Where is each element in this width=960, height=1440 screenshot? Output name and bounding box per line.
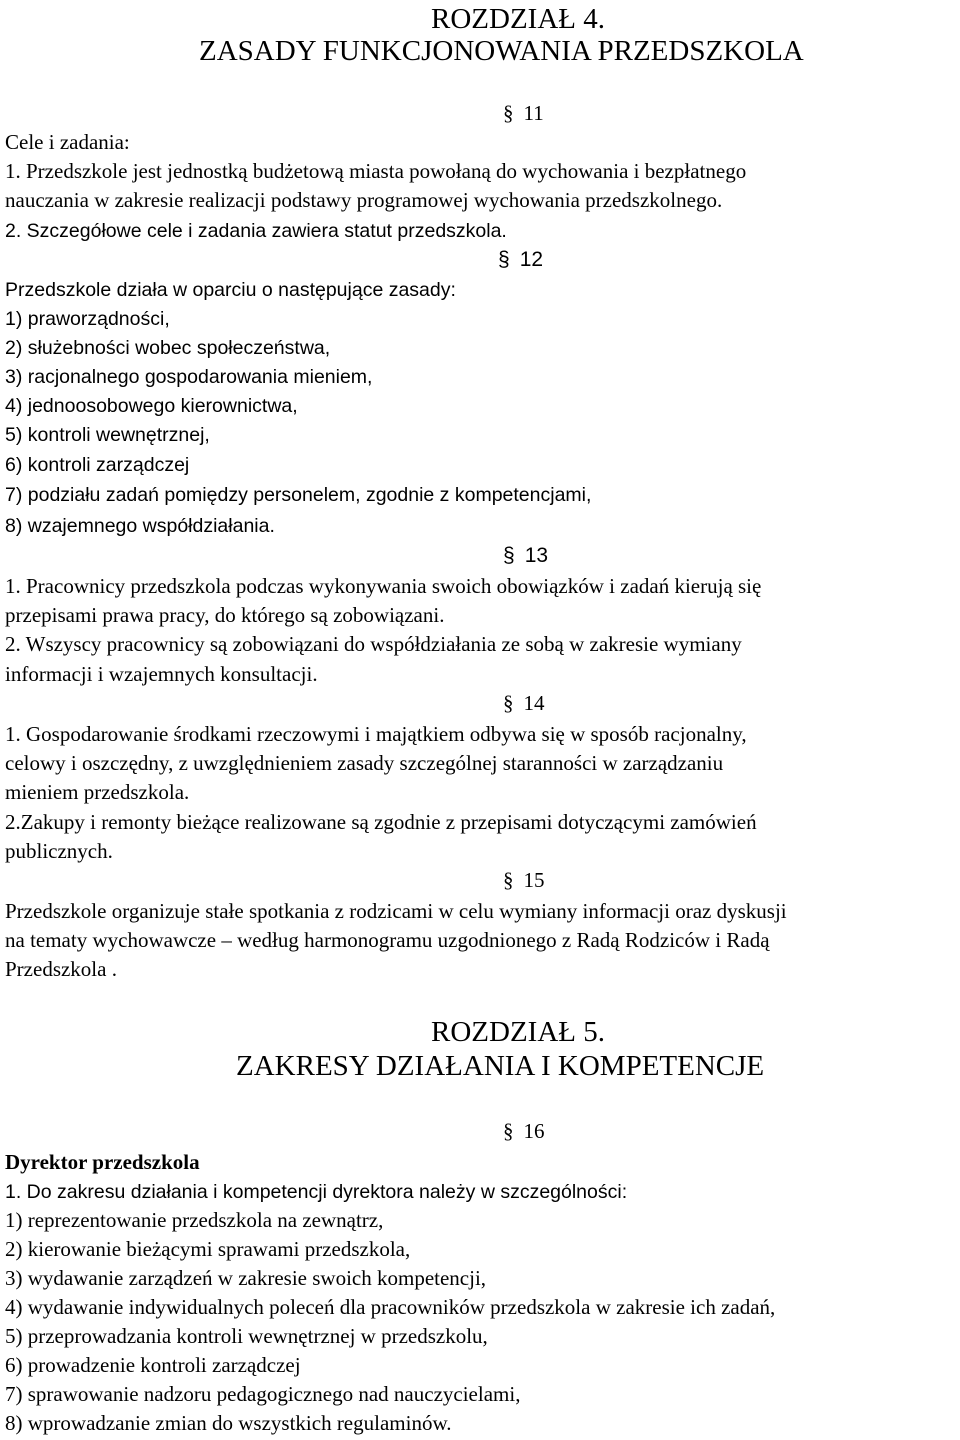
section-16-line: 6) prowadzenie kontroli zarządczej [5, 1353, 301, 1377]
section-14-line: 1. Gospodarowanie środkami rzeczowymi i majątkiem odbywa się w sposób racjonalny, [5, 722, 747, 746]
section-14-line: 2.Zakupy i remonty bieżące realizowane są zgodnie z przepisami dotyczącymi zamówień [5, 810, 757, 834]
chapter-5-title: ZAKRESY DZIAŁANIA I KOMPETENCJE [236, 1050, 765, 1082]
chapter-4-title: ZASADY FUNKCJONOWANIA PRZEDSZKOLA [199, 35, 804, 67]
section-13-line: 2. Wszyscy pracownicy są zobowiązani do współdziałania ze sobą w zakresie wymiany [5, 632, 742, 656]
chapter-5-heading: ROZDZIAŁ 5. [431, 1016, 605, 1048]
section-11-line: nauczania w zakresie realizacji podstawy programowej wychowania przedszkolnego. [5, 188, 723, 212]
section-12-line: 4) jednoosobowego kierownictwa, [5, 395, 298, 417]
section-16-line: 4) wydawanie indywidualnych poleceń dla pracowników przedszkola w zakresie ich zadań, [5, 1295, 776, 1319]
section-sign: § [503, 544, 515, 567]
section-13-heading [503, 541, 548, 570]
section-13-line: przepisami prawa pracy, do którego są zobowiązani. [5, 603, 445, 627]
section-14-number: 14 [523, 691, 545, 715]
chapter-4-heading: ROZDZIAŁ 4. [431, 3, 605, 35]
section-16-line: 2) kierowanie bieżącymi sprawami przedszkola, [5, 1237, 411, 1261]
section-15-line: Przedszkole organizuje stałe spotkania z rodzicami w celu wymiany informacji oraz dyskusji [5, 899, 787, 923]
section-sign: § [503, 101, 514, 125]
section-15-line: Przedszkola . [5, 957, 117, 981]
section-sign: § [498, 248, 510, 271]
section-12-line: 3) racjonalnego gospodarowania mieniem, [5, 366, 373, 388]
section-13-number: 13 [524, 544, 549, 567]
section-11-heading [503, 99, 544, 128]
section-12-line: 1) praworządności, [5, 308, 170, 330]
section-15-line: na tematy wychowawcze – według harmonogramu uzgodnionego z Radą Rodziców i Radą [5, 928, 770, 952]
section-16-heading [503, 1117, 545, 1146]
section-12-line: 8) wzajemnego współdziałania. [5, 515, 275, 537]
section-11-line: 2. Szczegółowe cele i zadania zawiera statut przedszkola. [5, 220, 507, 242]
section-14-line: publicznych. [5, 839, 113, 863]
section-sign: § [503, 868, 514, 892]
section-16-line: 3) wydawanie zarządzeń w zakresie swoich kompetencji, [5, 1266, 487, 1290]
section-14-heading [503, 689, 545, 718]
section-11-line: Cele i zadania: [5, 130, 130, 154]
section-14-line: mieniem przedszkola. [5, 780, 190, 804]
section-12-number: 12 [519, 248, 544, 271]
section-14-line: celowy i oszczędny, z uwzględnieniem zasady szczególnej staranności w zarządzaniu [5, 751, 724, 775]
section-12-heading [498, 245, 543, 274]
section-16-line: 5) przeprowadzania kontroli wewnętrznej w przedszkolu, [5, 1324, 488, 1348]
section-16-subheading: Dyrektor przedszkola [5, 1150, 200, 1174]
section-11-number: 11 [523, 101, 544, 125]
section-16-line: 1. Do zakresu działania i kompetencji dyrektora należy w szczególności: [5, 1181, 628, 1203]
section-12-line: 5) kontroli wewnętrznej, [5, 424, 210, 446]
section-16-line: 8) wprowadzanie zmian do wszystkich regulaminów. [5, 1411, 452, 1435]
section-16-number: 16 [523, 1119, 545, 1143]
section-12-line: 7) podziału zadań pomiędzy personelem, zgodnie z kompetencjami, [5, 484, 592, 506]
section-13-line: informacji i wzajemnych konsultacji. [5, 662, 318, 686]
section-12-line: 6) kontroli zarządczej [5, 454, 190, 476]
section-sign: § [503, 1119, 514, 1143]
section-12-line: 2) służebności wobec społeczeństwa, [5, 337, 331, 359]
section-15-number: 15 [523, 868, 545, 892]
section-13-line: 1. Pracownicy przedszkola podczas wykonywania swoich obowiązków i zadań kierują się [5, 574, 762, 598]
section-12-line: Przedszkole działa w oparciu o następujące zasady: [5, 279, 456, 301]
section-15-heading [503, 866, 545, 895]
section-16-line: 1) reprezentowanie przedszkola na zewnątrz, [5, 1208, 384, 1232]
section-sign: § [503, 691, 514, 715]
section-16-line: 7) sprawowanie nadzoru pedagogicznego nad nauczycielami, [5, 1382, 521, 1406]
section-11-line: 1. Przedszkole jest jednostką budżetową miasta powołaną do wychowania i bezpłatnego [5, 159, 747, 183]
